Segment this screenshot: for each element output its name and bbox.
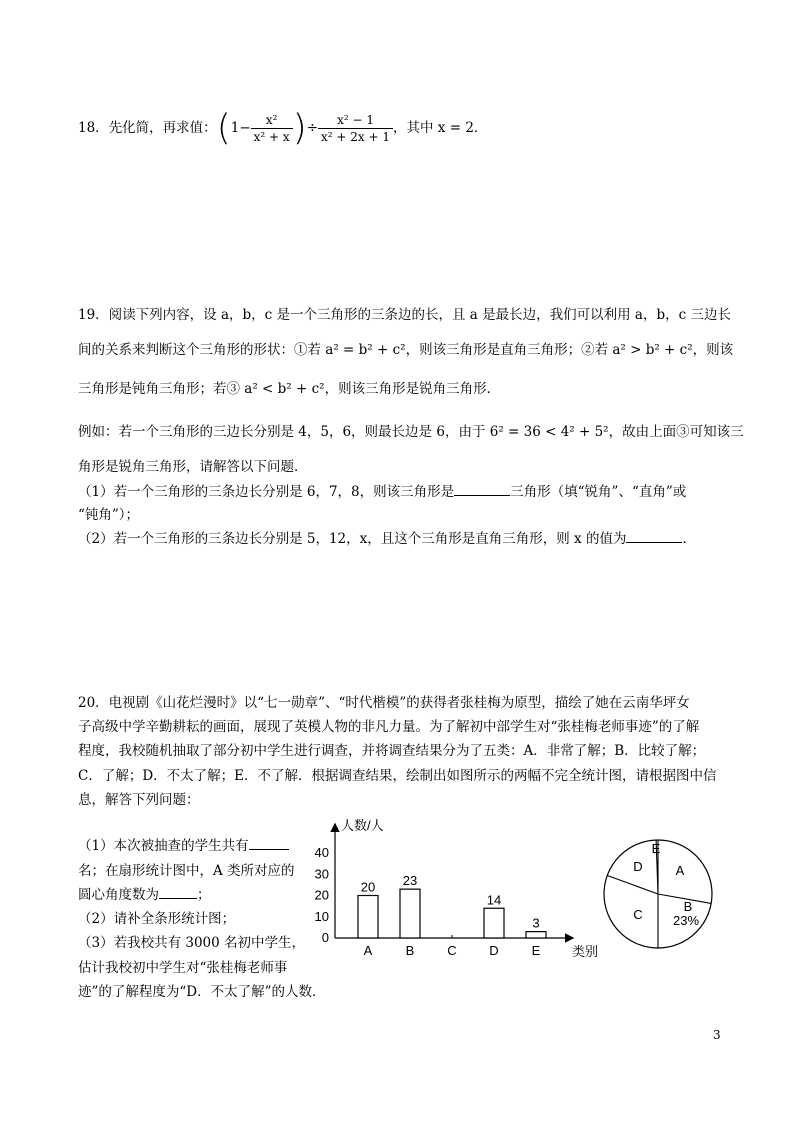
answer-blank[interactable]: [159, 886, 197, 899]
q19-part-2: [78, 530, 696, 548]
data-label-D: 14: [486, 892, 502, 908]
answer-blank[interactable]: [249, 837, 289, 850]
y-axis-label: 人数/人: [341, 818, 384, 833]
q20-line-4: C．了解；D．不太了解；E．不了解．根据调查结果，绘制出如图所示的两幅不完全统计图，请根据图中信: [78, 768, 717, 784]
pie-label-D: D: [633, 859, 643, 874]
page-number: 3: [713, 1028, 721, 1042]
q18-condition: ，其中 x = 2．: [393, 120, 488, 136]
x-tick-label: A: [363, 943, 373, 958]
data-label-A: 20: [360, 879, 376, 895]
q20-sub-3: （3）若我校共有 3000 名初中学生，: [78, 935, 306, 951]
data-label-E: 3: [532, 915, 540, 931]
bar-chart: [310, 815, 610, 965]
q18: [78, 106, 487, 150]
q20-sub-1-angle: [78, 886, 211, 904]
q20-sub-3-end: 迹”的了解程度为“D．不太了解”的人数．: [78, 984, 326, 1000]
x-tick-label: B: [405, 943, 415, 958]
q18-fraction-2: [318, 112, 393, 145]
q20-line-3: 程度，我校随机抽取了部分初中学生进行调查，并将调查结果分为了五类：A．非常了解；B．比较了解；: [78, 743, 706, 759]
q18-fraction-1: [251, 112, 293, 145]
x-tick-label: C: [447, 943, 457, 958]
data-label-B: 23: [402, 873, 418, 889]
answer-blank[interactable]: [454, 483, 510, 496]
q19-part-1-tail: 三角形（填“锐角”、“直角”或: [510, 484, 687, 500]
pie-label-B: B: [683, 899, 693, 914]
q19-line-5: 角形是锐角三角形，请解答以下问题．: [78, 459, 308, 475]
pie-label-E: E: [651, 841, 661, 856]
q20-sub-1-cont: 名；在扇形统计图中，A 类所对应的: [78, 863, 295, 879]
q20-line-5: 息，解答下列问题：: [78, 792, 200, 808]
answer-blank[interactable]: [626, 530, 682, 543]
q18-intro: 先化简，再求值：: [108, 120, 217, 136]
y-tick-label: 30: [314, 866, 329, 882]
q20-sub-3-cont: 估计我校初中学生对“张桂梅老师事: [78, 960, 288, 976]
q20-sub-1-text: （1）本次被抽查的学生共有: [78, 838, 249, 854]
q19-part-1: [78, 483, 686, 501]
q19-line-1: 19．阅读下列内容，设 a，b，c 是一个三角形的三条边的长，且 a 是最长边，我们可以利用 a，b，c 三边长: [78, 307, 731, 323]
y-tick-label: 0: [321, 930, 329, 945]
y-tick-label: 10: [314, 908, 329, 924]
pie-chart: [600, 835, 718, 953]
bar-E: [526, 932, 546, 938]
q19-line-2: 间的关系来判断这个三角形的形状：①若 a² = b² + c²，则该三角形是直角三角形；②若 a² > b² + c²，则该: [78, 342, 734, 358]
q20-line-2: 子高级中学辛勤耕耘的画面，展现了英模人物的非凡力量。为了解初中部学生对“张桂梅老师事迹”的了解: [78, 719, 700, 735]
x-tick-label: D: [489, 943, 499, 958]
q19-part-1-text: （1）若一个三角形的三条边长分别是 6，7，8，则该三角形是: [78, 484, 455, 500]
q20-sub-2: （2）请补全条形统计图；: [78, 911, 236, 927]
right-paren: ): [292, 107, 307, 149]
q19-line-3: 三角形是钝角三角形；若③ a² < b² + c²，则该三角形是锐角三角形．: [78, 381, 501, 397]
q20-sub-1: [78, 837, 289, 855]
pie-label-C: C: [633, 907, 643, 922]
y-tick-label: 40: [314, 845, 329, 860]
left-paren: (: [216, 107, 231, 149]
q18-frac1-den: x² + x: [253, 130, 290, 144]
q18-div: ÷: [306, 120, 319, 136]
pie-label-A: A: [675, 863, 685, 878]
pie-annotation-B: 23%: [672, 913, 700, 928]
q19-part-1-cont: “钝角”）；: [78, 507, 140, 523]
bar-D: [484, 908, 504, 938]
q19-part-2-tail: ．: [682, 531, 696, 547]
q20-sub-1-angle-text: 圆心角度数为: [78, 887, 159, 903]
q18-frac1-num: x²: [251, 112, 293, 129]
q18-number: 18．: [78, 120, 109, 136]
q19-line-4: 例如：若一个三角形的三边长分别是 4，5，6，则最长边是 6，由于 6² = 36 < 4² + 5²，故由上面③可知该三: [78, 424, 744, 440]
q20-line-1: 20．电视剧《山花烂漫时》以“七一勋章”、“时代楷模”的获得者张桂梅为原型，描绘了她在云南华坪女: [78, 695, 690, 711]
bar-B: [400, 889, 420, 938]
q18-minus: −: [239, 120, 251, 136]
bar-A: [358, 896, 378, 939]
q18-one: 1: [230, 120, 240, 136]
q18-frac2-den: x² + 2x + 1: [321, 130, 391, 144]
y-tick-label: 20: [314, 887, 329, 903]
q19-part-2-text: （2）若一个三角形的三条边长分别是 5，12，x，且这个三角形是直角三角形，则 x 的值为: [78, 531, 627, 547]
x-axis-label: 类别: [572, 944, 599, 959]
x-tick-label: E: [531, 943, 541, 958]
q20-sub-1-angle-tail: ；: [197, 887, 211, 903]
q18-frac2-num: x² − 1: [318, 112, 393, 129]
